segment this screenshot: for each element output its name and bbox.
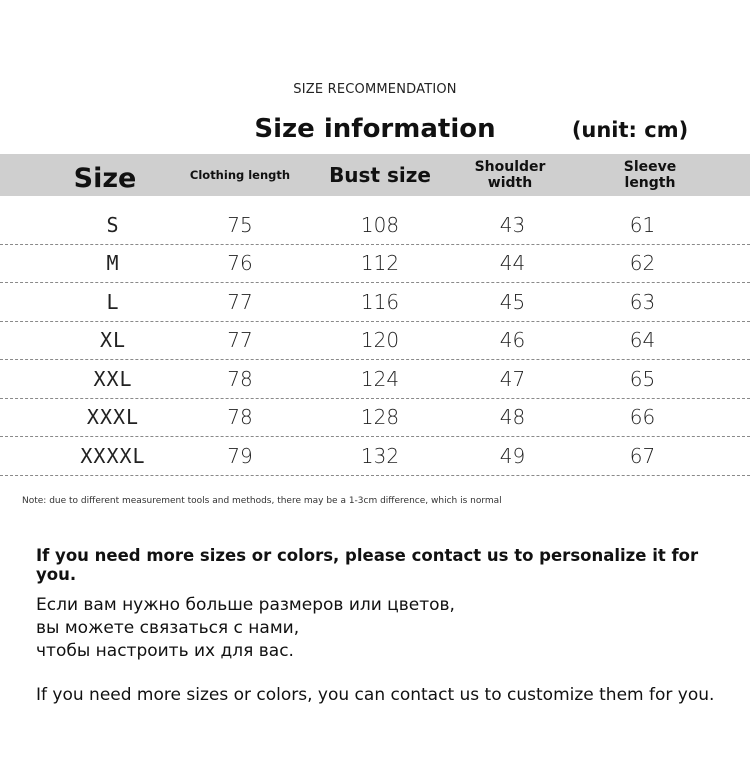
cell-shoulder-width: 48 (499, 405, 526, 430)
cell-clothing-length: 78 (227, 366, 253, 391)
cell-shoulder-width: 45 (499, 289, 526, 314)
contact-text-bold: If you need more sizes or colors, please contact us to personalize it for you. (36, 546, 699, 584)
table-row (0, 360, 750, 399)
unit-label: (unit: cm) (571, 118, 689, 142)
contact-text-plain: If you need more sizes or colors, you can contact us to customize them for you. (36, 685, 715, 705)
cell-shoulder-width: 49 (499, 443, 526, 468)
table-header (0, 154, 750, 196)
cell-shoulder-width: 44 (499, 251, 526, 276)
cell-shoulder-width: 43 (499, 212, 526, 237)
size-table-body (0, 206, 750, 476)
cell-sleeve-length: 67 (629, 443, 656, 468)
cell-bust-size: 120 (360, 328, 400, 353)
table-row (0, 322, 750, 361)
header-sleeve-length: Sleeve length (623, 159, 677, 191)
cell-clothing-length: 78 (227, 405, 253, 430)
cell-size: XXXXL (80, 443, 146, 468)
cell-bust-size: 112 (360, 251, 400, 276)
top-label: SIZE RECOMMENDATION (293, 82, 457, 97)
cell-bust-size: 132 (360, 443, 400, 468)
page-title: Size information (254, 114, 496, 144)
measurement-note: Note: due to different measurement tools and methods, there may be a 1-3cm difference, which is normal (22, 496, 502, 506)
cell-clothing-length: 77 (227, 328, 253, 353)
cell-clothing-length: 79 (227, 443, 253, 468)
header-size: Size (73, 163, 137, 194)
cell-size: XXL (93, 366, 133, 391)
cell-clothing-length: 77 (227, 289, 253, 314)
cell-size: M (106, 251, 120, 276)
table-row (0, 283, 750, 322)
cell-shoulder-width: 46 (499, 328, 526, 353)
header-shoulder-width: Shoulder width (474, 159, 546, 191)
cell-sleeve-length: 66 (629, 405, 656, 430)
cell-sleeve-length: 63 (629, 289, 656, 314)
cell-sleeve-length: 64 (629, 328, 656, 353)
cell-shoulder-width: 47 (499, 366, 526, 391)
cell-bust-size: 128 (360, 405, 400, 430)
cell-sleeve-length: 62 (629, 251, 656, 276)
cell-bust-size: 116 (360, 289, 400, 314)
header-bust-size: Bust size (329, 163, 431, 187)
cell-size: XL (99, 328, 127, 353)
russian-line: вы можете связаться с нами, (36, 618, 300, 638)
cell-clothing-length: 75 (227, 212, 253, 237)
cell-sleeve-length: 61 (629, 212, 656, 237)
header-clothing-length: Clothing length (189, 168, 291, 182)
cell-sleeve-length: 65 (629, 366, 656, 391)
russian-line: Если вам нужно больше размеров или цветов, (36, 595, 455, 615)
cell-size: L (106, 289, 120, 314)
cell-clothing-length: 76 (227, 251, 253, 276)
table-row (0, 437, 750, 476)
cell-bust-size: 124 (360, 366, 400, 391)
contact-text-russian (36, 594, 736, 663)
cell-size: XXXL (86, 405, 140, 430)
table-row (0, 206, 750, 245)
table-row (0, 399, 750, 438)
table-row (0, 245, 750, 284)
cell-bust-size: 108 (360, 212, 400, 237)
cell-size: S (106, 212, 120, 237)
russian-line: чтобы настроить их для вас. (36, 641, 294, 661)
